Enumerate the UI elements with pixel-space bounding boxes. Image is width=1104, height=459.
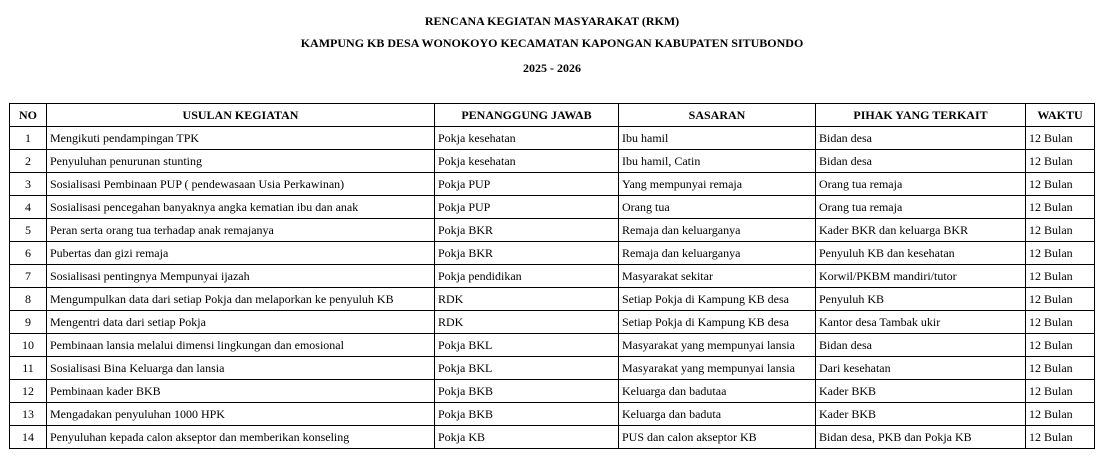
- cell-penanggung-jawab: Pokja BKR: [435, 219, 619, 242]
- cell-usulan: Mengentri data dari setiap Pokja: [47, 311, 435, 334]
- cell-penanggung-jawab: Pokja kesehatan: [435, 127, 619, 150]
- table-row: [10, 196, 1095, 219]
- table-row: [10, 265, 1095, 288]
- cell-pihak: Bidan desa, PKB dan Pokja KB: [816, 426, 1026, 449]
- cell-pihak: Korwil/PKBM mandiri/tutor: [816, 265, 1026, 288]
- document-title: RENCANA KEGIATAN MASYARAKAT (RKM): [424, 14, 680, 28]
- cell-sasaran: Keluarga dan badutaa: [619, 380, 816, 403]
- cell-penanggung-jawab: Pokja BKB: [435, 403, 619, 426]
- cell-sasaran: Masyarakat sekitar: [619, 265, 816, 288]
- cell-penanggung-jawab: Pokja PUP: [435, 196, 619, 219]
- cell-sasaran: PUS dan calon akseptor KB: [619, 426, 816, 449]
- cell-penanggung-jawab: Pokja KB: [435, 426, 619, 449]
- table-row: [10, 219, 1095, 242]
- cell-no: 11: [10, 357, 47, 380]
- column-header-pihak: PIHAK YANG TERKAIT: [816, 104, 1026, 127]
- table-row: [10, 357, 1095, 380]
- cell-penanggung-jawab: RDK: [435, 311, 619, 334]
- cell-penanggung-jawab: RDK: [435, 288, 619, 311]
- table-row: [10, 311, 1095, 334]
- cell-sasaran: Ibu hamil, Catin: [619, 150, 816, 173]
- cell-pihak: Kader BKB: [816, 403, 1026, 426]
- cell-waktu: 12 Bulan: [1026, 219, 1095, 242]
- cell-waktu: 12 Bulan: [1026, 357, 1095, 380]
- cell-usulan: Pembinaan kader BKB: [47, 380, 435, 403]
- cell-penanggung-jawab: Pokja BKB: [435, 380, 619, 403]
- cell-pihak: Penyuluh KB dan kesehatan: [816, 242, 1026, 265]
- cell-waktu: 12 Bulan: [1026, 403, 1095, 426]
- cell-waktu: 12 Bulan: [1026, 196, 1095, 219]
- cell-pihak: Kantor desa Tambak ukir: [816, 311, 1026, 334]
- cell-waktu: 12 Bulan: [1026, 380, 1095, 403]
- cell-no: 2: [10, 150, 47, 173]
- cell-no: 5: [10, 219, 47, 242]
- cell-no: 4: [10, 196, 47, 219]
- cell-penanggung-jawab: Pokja BKL: [435, 334, 619, 357]
- cell-sasaran: Keluarga dan baduta: [619, 403, 816, 426]
- cell-sasaran: Remaja dan keluarganya: [619, 219, 816, 242]
- cell-waktu: 12 Bulan: [1026, 265, 1095, 288]
- cell-penanggung-jawab: Pokja pendidikan: [435, 265, 619, 288]
- document-header: [0, 10, 1104, 79]
- cell-usulan: Sosialisasi pencegahan banyaknya angka kematian ibu dan anak: [47, 196, 435, 219]
- column-header-waktu: WAKTU: [1026, 104, 1095, 127]
- cell-no: 8: [10, 288, 47, 311]
- cell-waktu: 12 Bulan: [1026, 127, 1095, 150]
- cell-no: 9: [10, 311, 47, 334]
- cell-no: 1: [10, 127, 47, 150]
- cell-sasaran: Masyarakat yang mempunyai lansia: [619, 334, 816, 357]
- cell-waktu: 12 Bulan: [1026, 173, 1095, 196]
- document-period: 2025 - 2026: [523, 61, 581, 75]
- column-header-penanggung-jawab: PENANGGUNG JAWAB: [435, 104, 619, 127]
- cell-usulan: Penyuluhan penurunan stunting: [47, 150, 435, 173]
- cell-sasaran: Orang tua: [619, 196, 816, 219]
- cell-usulan: Pembinaan lansia melalui dimensi lingkungan dan emosional: [47, 334, 435, 357]
- cell-usulan: Sosialisasi pentingnya Mempunyai ijazah: [47, 265, 435, 288]
- cell-sasaran: Setiap Pokja di Kampung KB desa: [619, 288, 816, 311]
- cell-pihak: Bidan desa: [816, 334, 1026, 357]
- cell-pihak: Bidan desa: [816, 150, 1026, 173]
- cell-pihak: Bidan desa: [816, 127, 1026, 150]
- cell-usulan: Sosialisasi Bina Keluarga dan lansia: [47, 357, 435, 380]
- cell-no: 12: [10, 380, 47, 403]
- table-row: [10, 426, 1095, 449]
- table-row: [10, 173, 1095, 196]
- cell-no: 13: [10, 403, 47, 426]
- cell-pihak: Penyuluh KB: [816, 288, 1026, 311]
- cell-no: 14: [10, 426, 47, 449]
- cell-usulan: Pubertas dan gizi remaja: [47, 242, 435, 265]
- cell-waktu: 12 Bulan: [1026, 242, 1095, 265]
- cell-pihak: Orang tua remaja: [816, 196, 1026, 219]
- cell-usulan: Peran serta orang tua terhadap anak remajanya: [47, 219, 435, 242]
- cell-no: 7: [10, 265, 47, 288]
- table-row: [10, 127, 1095, 150]
- table-row: [10, 380, 1095, 403]
- cell-usulan: Sosialisasi Pembinaan PUP ( pendewasaan Usia Perkawinan): [47, 173, 435, 196]
- table-row: [10, 403, 1095, 426]
- cell-waktu: 12 Bulan: [1026, 426, 1095, 449]
- cell-waktu: 12 Bulan: [1026, 150, 1095, 173]
- cell-waktu: 12 Bulan: [1026, 334, 1095, 357]
- cell-sasaran: Masyarakat yang mempunyai lansia: [619, 357, 816, 380]
- table-row: [10, 288, 1095, 311]
- cell-pihak: Kader BKR dan keluarga BKR: [816, 219, 1026, 242]
- document-subtitle: KAMPUNG KB DESA WONOKOYO KECAMATAN KAPONGAN KABUPATEN SITUBONDO: [300, 36, 804, 50]
- table-row: [10, 150, 1095, 173]
- cell-penanggung-jawab: Pokja BKL: [435, 357, 619, 380]
- cell-sasaran: Setiap Pokja di Kampung KB desa: [619, 311, 816, 334]
- cell-pihak: Dari kesehatan: [816, 357, 1026, 380]
- cell-usulan: Mengumpulkan data dari setiap Pokja dan melaporkan ke penyuluh KB: [47, 288, 435, 311]
- cell-usulan: Mengadakan penyuluhan 1000 HPK: [47, 403, 435, 426]
- rkm-table: [9, 103, 1095, 449]
- column-header-sasaran: SASARAN: [619, 104, 816, 127]
- cell-pihak: Kader BKB: [816, 380, 1026, 403]
- table-row: [10, 242, 1095, 265]
- cell-sasaran: Remaja dan keluarganya: [619, 242, 816, 265]
- cell-sasaran: Ibu hamil: [619, 127, 816, 150]
- cell-penanggung-jawab: Pokja PUP: [435, 173, 619, 196]
- cell-usulan: Mengikuti pendampingan TPK: [47, 127, 435, 150]
- cell-waktu: 12 Bulan: [1026, 288, 1095, 311]
- cell-usulan: Penyuluhan kepada calon akseptor dan memberikan konseling: [47, 426, 435, 449]
- cell-penanggung-jawab: Pokja BKR: [435, 242, 619, 265]
- cell-no: 6: [10, 242, 47, 265]
- cell-no: 3: [10, 173, 47, 196]
- cell-waktu: 12 Bulan: [1026, 311, 1095, 334]
- cell-pihak: Orang tua remaja: [816, 173, 1026, 196]
- cell-sasaran: Yang mempunyai remaja: [619, 173, 816, 196]
- column-header-usulan: USULAN KEGIATAN: [47, 104, 435, 127]
- table-header-row: [10, 104, 1095, 127]
- table-row: [10, 334, 1095, 357]
- column-header-no: NO: [10, 104, 47, 127]
- cell-no: 10: [10, 334, 47, 357]
- cell-penanggung-jawab: Pokja kesehatan: [435, 150, 619, 173]
